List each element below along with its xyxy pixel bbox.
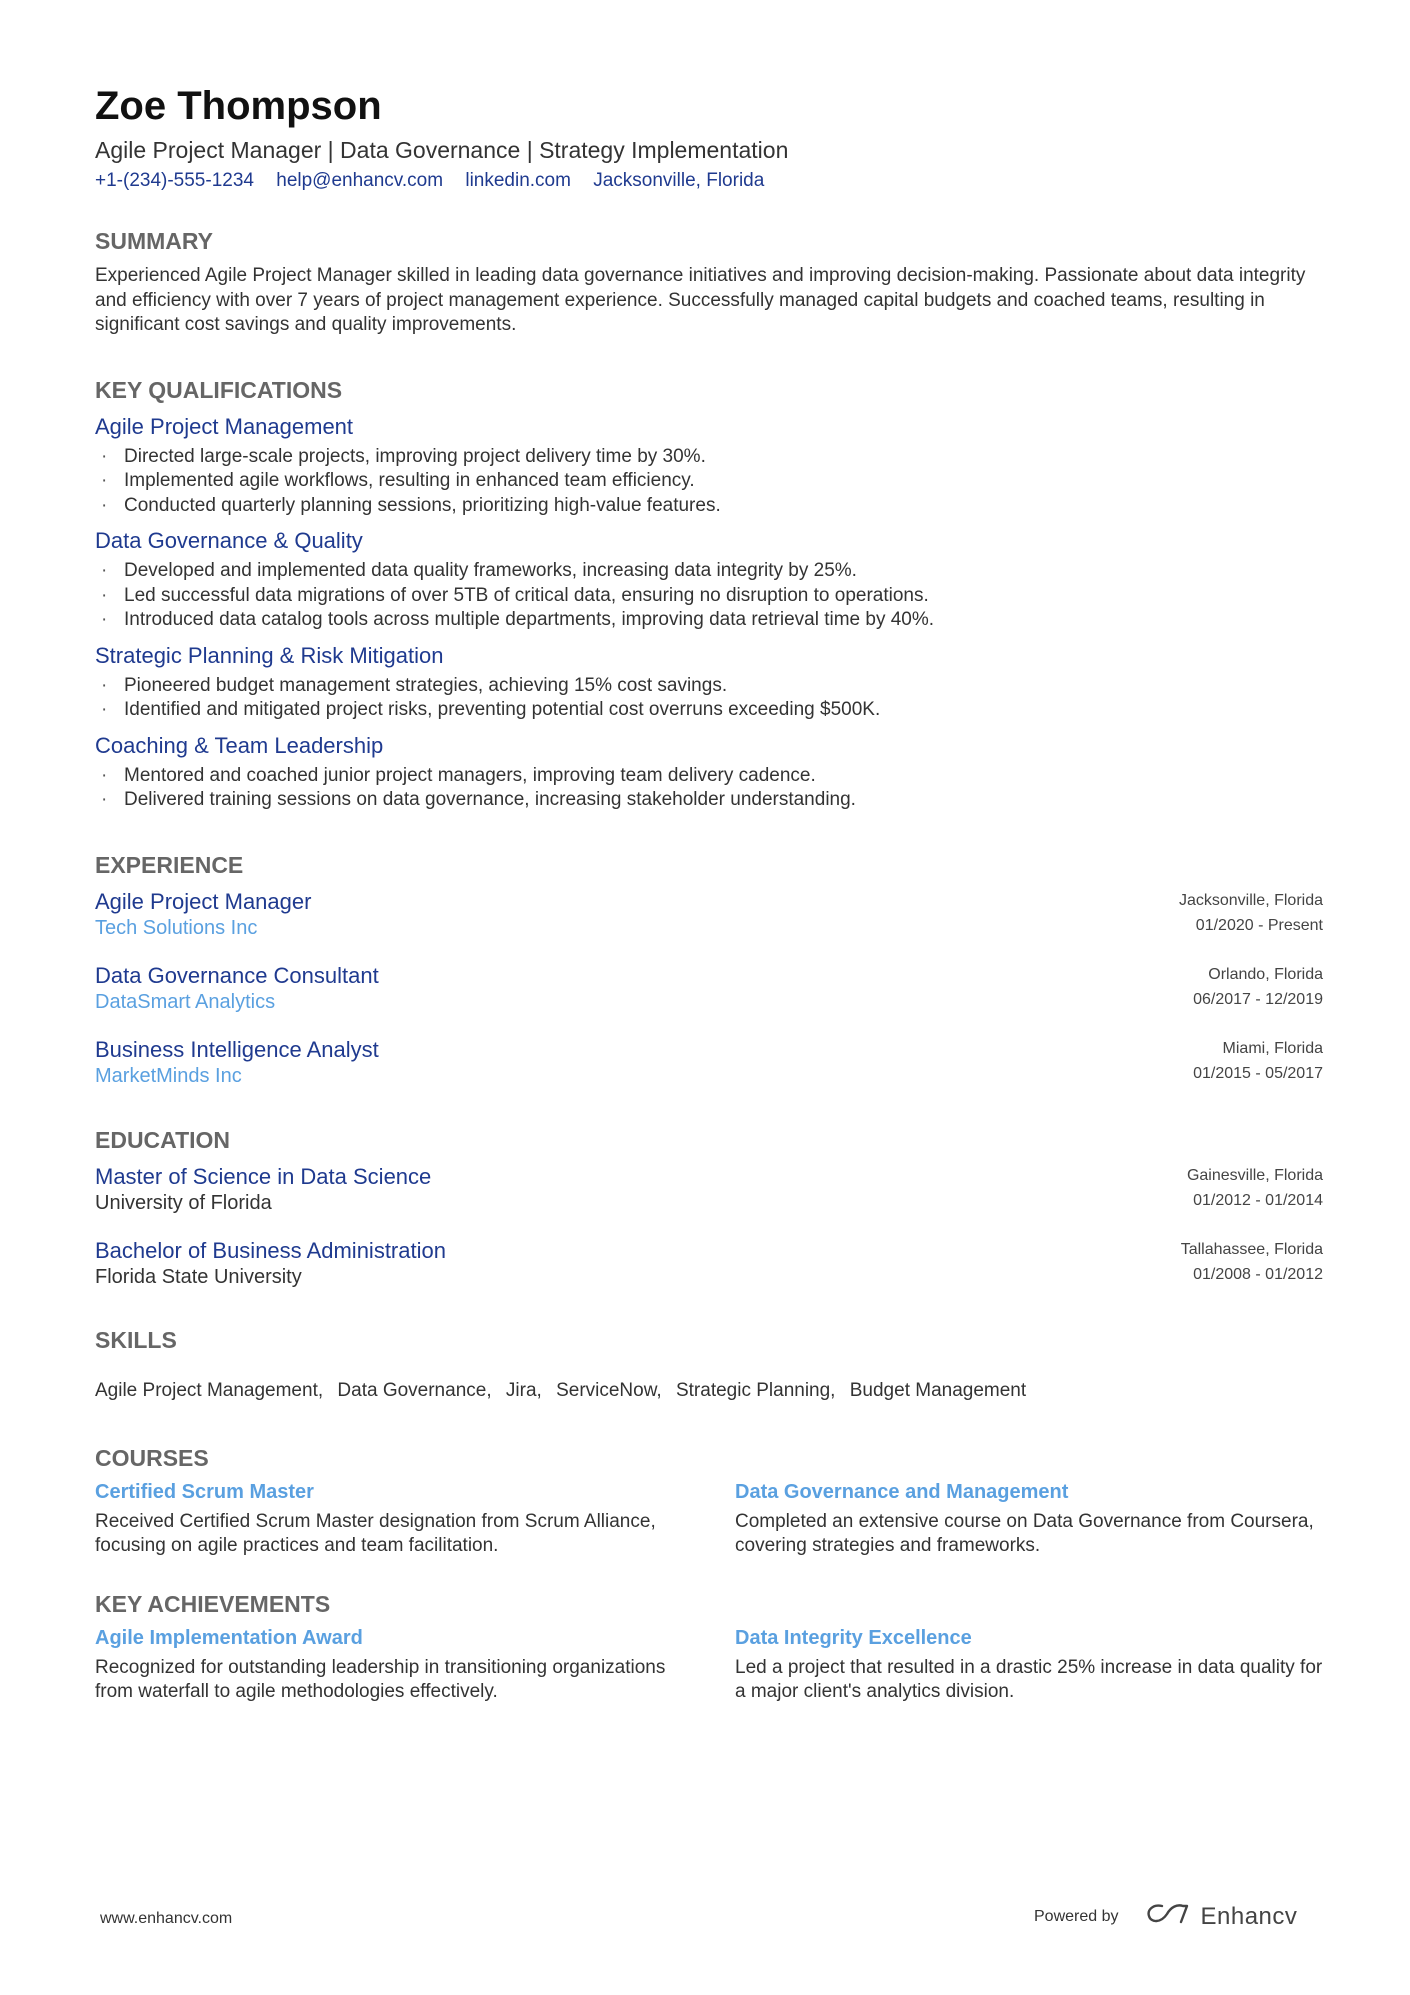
section-title-qualifications: KEY QUALIFICATIONS bbox=[95, 376, 343, 403]
qualification-bullet: · Mentored and coached junior project managers, improving team delivery cadence. bbox=[95, 764, 1323, 789]
education-item bbox=[95, 1163, 1323, 1216]
qualification-group bbox=[95, 642, 1323, 723]
skill-item: Strategic Planning, bbox=[675, 1379, 836, 1401]
job-location: Jacksonville, Florida bbox=[1178, 891, 1323, 909]
course-description: Completed an extensive course on Data Governance from Coursera, covering strategies and frameworks. bbox=[735, 1510, 1314, 1556]
course-item bbox=[95, 1479, 683, 1559]
resume-header bbox=[95, 84, 1323, 193]
qualification-title: Coaching & Team Leadership bbox=[95, 732, 384, 758]
qualification-bullet: · Directed large-scale projects, improving project delivery time by 30%. bbox=[95, 445, 1323, 470]
skill-item: Budget Management bbox=[849, 1379, 1027, 1401]
section-title-courses: COURSES bbox=[95, 1444, 209, 1471]
contact-linkedin[interactable]: linkedin.com bbox=[465, 170, 571, 191]
achievements-section bbox=[95, 1590, 1323, 1705]
experience-item bbox=[95, 962, 1323, 1015]
contact-phone[interactable]: +1-(234)-555-1234 bbox=[95, 170, 254, 191]
qualification-bullet: · Delivered training sessions on data governance, increasing stakeholder understanding. bbox=[95, 788, 1323, 813]
section-title-experience: EXPERIENCE bbox=[95, 851, 244, 878]
qualification-group bbox=[95, 413, 1323, 519]
achievement-description: Recognized for outstanding leadership in transitioning organizations from waterfall to agile methodologies effectively. bbox=[95, 1656, 666, 1702]
school-name: University of Florida bbox=[95, 1191, 272, 1214]
summary-text: Experienced Agile Project Manager skilled in leading data governance initiatives and improving decision-making. Passionate about data integrity and efficiency with over 7 years of project management experience. Successfully managed capital budgets and coached teams, resulting in significant cost savings and quality improvements. bbox=[95, 265, 1306, 335]
course-item bbox=[735, 1479, 1323, 1559]
school-location: Tallahassee, Florida bbox=[1180, 1240, 1323, 1258]
achievement-item bbox=[735, 1625, 1323, 1705]
achievement-title: Agile Implementation Award bbox=[95, 1626, 363, 1649]
enhancv-logo-icon bbox=[1145, 1902, 1191, 1931]
skill-item: Agile Project Management, bbox=[95, 1379, 324, 1401]
qualifications-section bbox=[95, 376, 1323, 813]
footer-branding bbox=[1034, 1902, 1297, 1931]
experience-item bbox=[95, 1036, 1323, 1089]
contact-line bbox=[95, 169, 1323, 193]
school-location: Gainesville, Florida bbox=[1186, 1166, 1323, 1184]
qualification-group bbox=[95, 732, 1323, 813]
qualification-title: Data Governance & Quality bbox=[95, 528, 363, 553]
qualification-bullet: · Developed and implemented data quality frameworks, increasing data integrity by 25%. bbox=[95, 559, 1323, 584]
achievement-description: Led a project that resulted in a drastic 25% increase in data quality for a major client's analytics division. bbox=[735, 1656, 1323, 1702]
course-title: Certified Scrum Master bbox=[95, 1480, 314, 1503]
skills-section bbox=[95, 1326, 1323, 1403]
degree-name: Master of Science in Data Science bbox=[95, 1163, 432, 1189]
company-name: DataSmart Analytics bbox=[95, 990, 276, 1013]
job-location: Miami, Florida bbox=[1222, 1039, 1323, 1057]
qualification-bullet: · Conducted quarterly planning sessions, prioritizing high-value features. bbox=[95, 494, 1323, 519]
footer-website[interactable]: www.enhancv.com bbox=[100, 1910, 233, 1927]
resume-page bbox=[95, 84, 1323, 1705]
course-title: Data Governance and Management bbox=[735, 1480, 1069, 1503]
section-title-summary: SUMMARY bbox=[95, 228, 213, 254]
job-dates: 01/2015 - 05/2017 bbox=[1193, 1064, 1323, 1082]
job-location: Orlando, Florida bbox=[1208, 965, 1323, 983]
course-description: Received Certified Scrum Master designation from Scrum Alliance, focusing on agile practices and team facilitation. bbox=[95, 1510, 656, 1556]
qualification-bullet: · Identified and mitigated project risks, preventing potential cost overruns exceeding $500K. bbox=[95, 698, 1323, 723]
candidate-name: Zoe Thompson bbox=[95, 84, 382, 128]
skills-list bbox=[95, 1379, 1323, 1403]
achievement-item bbox=[95, 1625, 683, 1705]
qualification-title: Agile Project Management bbox=[95, 413, 354, 439]
section-title-skills: SKILLS bbox=[95, 1326, 177, 1353]
contact-location: Jacksonville, Florida bbox=[593, 170, 765, 191]
qualification-bullet: · Introduced data catalog tools across multiple departments, improving data retrieval time by 40%. bbox=[95, 608, 1323, 633]
section-title-education: EDUCATION bbox=[95, 1126, 231, 1153]
brand-name: Enhancv bbox=[1200, 1902, 1298, 1930]
qualification-bullet: · Pioneered budget management strategies, achieving 15% cost savings. bbox=[95, 674, 1323, 699]
job-dates: 06/2017 - 12/2019 bbox=[1193, 990, 1323, 1008]
candidate-title: Agile Project Manager | Data Governance | Strategy Implementation bbox=[95, 137, 789, 163]
qualification-title: Strategic Planning & Risk Mitigation bbox=[95, 642, 444, 668]
education-dates: 01/2008 - 01/2012 bbox=[1193, 1265, 1323, 1283]
degree-name: Bachelor of Business Administration bbox=[95, 1237, 446, 1263]
experience-item bbox=[95, 888, 1323, 941]
job-role: Business Intelligence Analyst bbox=[95, 1036, 379, 1062]
company-name: MarketMinds Inc bbox=[95, 1064, 242, 1087]
qualification-group bbox=[95, 527, 1323, 633]
summary-section bbox=[95, 227, 1323, 338]
education-item bbox=[95, 1237, 1323, 1290]
achievement-title: Data Integrity Excellence bbox=[735, 1626, 972, 1649]
school-name: Florida State University bbox=[95, 1265, 302, 1288]
powered-by-label: Powered by bbox=[1034, 1907, 1119, 1925]
education-section bbox=[95, 1126, 1323, 1290]
skill-item: Jira, bbox=[505, 1379, 542, 1401]
courses-section bbox=[95, 1444, 1323, 1559]
skill-item: Data Governance, bbox=[337, 1379, 492, 1401]
qualification-bullet: · Implemented agile workflows, resulting in enhanced team efficiency. bbox=[95, 469, 1323, 494]
qualification-bullet: · Led successful data migrations of over 5TB of critical data, ensuring no disruption to operations. bbox=[95, 584, 1323, 609]
contact-email[interactable]: help@enhancv.com bbox=[276, 170, 444, 191]
section-title-achievements: KEY ACHIEVEMENTS bbox=[95, 1590, 331, 1617]
education-dates: 01/2012 - 01/2014 bbox=[1193, 1191, 1323, 1209]
job-dates: 01/2020 - Present bbox=[1195, 916, 1323, 934]
skill-item: ServiceNow, bbox=[556, 1379, 662, 1401]
job-role: Data Governance Consultant bbox=[95, 962, 379, 988]
company-name: Tech Solutions Inc bbox=[95, 916, 258, 939]
experience-section bbox=[95, 851, 1323, 1089]
job-role: Agile Project Manager bbox=[95, 888, 312, 914]
